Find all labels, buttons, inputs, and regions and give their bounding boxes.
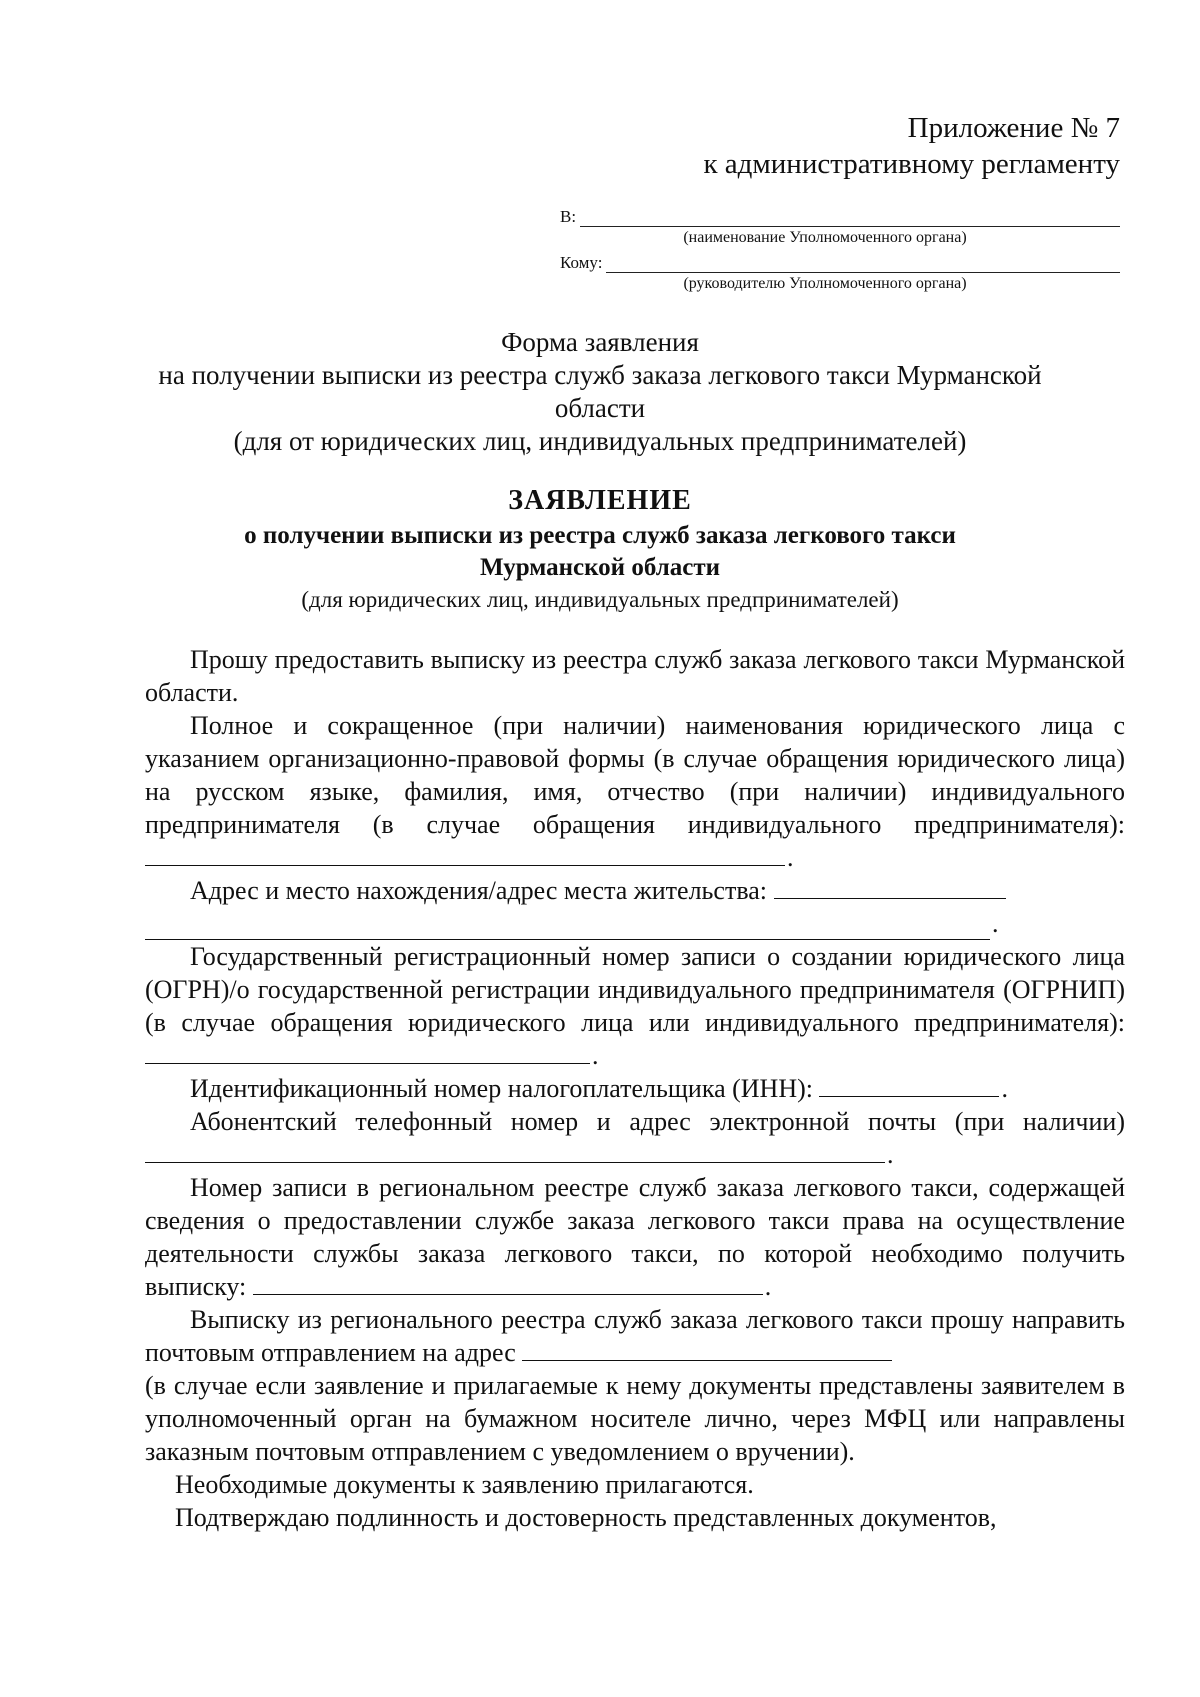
ogrn-text: Государственный регистрационный номер записи о создании юридического лица (ОГРН)/о государственной регистрации индивидуального предпринимателя (ОГРНИП) (в случае обращения юридического лица или индивидуального предпринимателя): <box>145 942 1125 1037</box>
to-hint: (наименование Уполномоченного органа) <box>683 229 967 246</box>
whom-row <box>560 249 1120 273</box>
postal-address-field[interactable] <box>522 1340 892 1361</box>
period: . <box>592 1041 599 1070</box>
ogrn-paragraph <box>145 940 1125 1072</box>
confirmation-paragraph: Подтверждаю подлинность и достоверность представленных документов, <box>175 1503 997 1532</box>
contacts-field[interactable] <box>145 1142 885 1163</box>
appendix-number: Приложение № 7 <box>907 112 1120 144</box>
postal-text: Выписку из регионального реестра служб заказа легкового такси прошу направить почтовым отправлением на адрес <box>145 1305 1125 1367</box>
contacts-paragraph <box>145 1105 1125 1171</box>
to-row <box>560 203 1120 227</box>
address-block <box>560 203 1120 295</box>
form-title-line1: Форма заявления <box>501 327 699 357</box>
form-title-line2: на получении выписки из реестра служб заказа легкового такси Мурманской <box>158 360 1042 390</box>
form-title-line4: (для от юридических лиц, индивидуальных предпринимателей) <box>233 426 967 456</box>
postal-paragraph <box>145 1303 1125 1369</box>
inn-field[interactable] <box>819 1076 999 1097</box>
statement-scope: (для юридических лиц, индивидуальных предпринимателей) <box>301 587 899 612</box>
address-text: Адрес и место нахождения/адрес места жительства: <box>190 876 768 905</box>
attachments-paragraph: Необходимые документы к заявлению прилагаются. <box>175 1470 754 1499</box>
to-field-line[interactable] <box>580 208 1120 227</box>
applicant-name-field[interactable] <box>145 845 785 866</box>
statement-heading <box>0 482 1200 616</box>
inn-paragraph <box>145 1072 1125 1105</box>
registry-record-paragraph <box>145 1171 1125 1303</box>
whom-hint: (руководителю Уполномоченного органа) <box>683 275 967 292</box>
period: . <box>992 909 999 938</box>
statement-body <box>145 643 1125 1534</box>
address-field-line2[interactable] <box>145 911 990 940</box>
applicant-name-text: Полное и сокращенное (при наличии) наименования юридического лица с указанием организационно-правовой формы (в случае обращения юридического лица) на русском языке, фамилия, имя, отчество (при наличии) индивидуального предпринимателя (в случае обращения индивидуального предпринимателя): <box>145 711 1125 839</box>
registry-record-field[interactable] <box>253 1274 763 1295</box>
statement-subtitle-2: Мурманской области <box>479 554 721 581</box>
inn-text: Идентификационный номер налогоплательщика (ИНН): <box>190 1074 813 1103</box>
period: . <box>764 1272 772 1301</box>
address-field[interactable] <box>774 878 1006 899</box>
period: . <box>787 843 794 872</box>
contacts-text: Абонентский телефонный номер и адрес электронной почты (при наличии) <box>190 1107 1125 1136</box>
address-continuation <box>145 907 1125 940</box>
statement-title: ЗАЯВЛЕНИЕ <box>508 485 692 516</box>
to-label: В: <box>560 207 577 226</box>
statement-subtitle-1: о получении выписки из реестра служб заказа легкового такси <box>244 522 956 549</box>
form-title <box>0 326 1200 458</box>
registry-record-text: Номер записи в региональном реестре служб заказа легкового такси, содержащей сведения о предоставлении службе заказа легкового такси права на осуществление деятельности службы заказа легкового такси, по которой необходимо получить выписку: <box>145 1173 1125 1301</box>
postal-note: (в случае если заявление и прилагаемые к нему документы представлены заявителем в уполномоченный орган на бумажном носителе лично, через МФЦ или направлены заказным почтовым отправлением с уведомлением о вручении). <box>145 1371 1125 1466</box>
whom-label: Кому: <box>560 253 603 272</box>
period: . <box>887 1140 894 1169</box>
applicant-name-paragraph <box>145 709 1125 874</box>
appendix-reference: к административному регламенту <box>703 148 1120 180</box>
form-title-line3: области <box>554 393 646 423</box>
request-paragraph: Прошу предоставить выписку из реестра служб заказа легкового такси Мурманской области. <box>145 645 1125 707</box>
appendix-header <box>703 110 1120 182</box>
whom-field-line[interactable] <box>606 254 1120 273</box>
ogrn-field[interactable] <box>145 1043 590 1064</box>
address-paragraph <box>145 874 1125 907</box>
period: . <box>1001 1074 1008 1103</box>
